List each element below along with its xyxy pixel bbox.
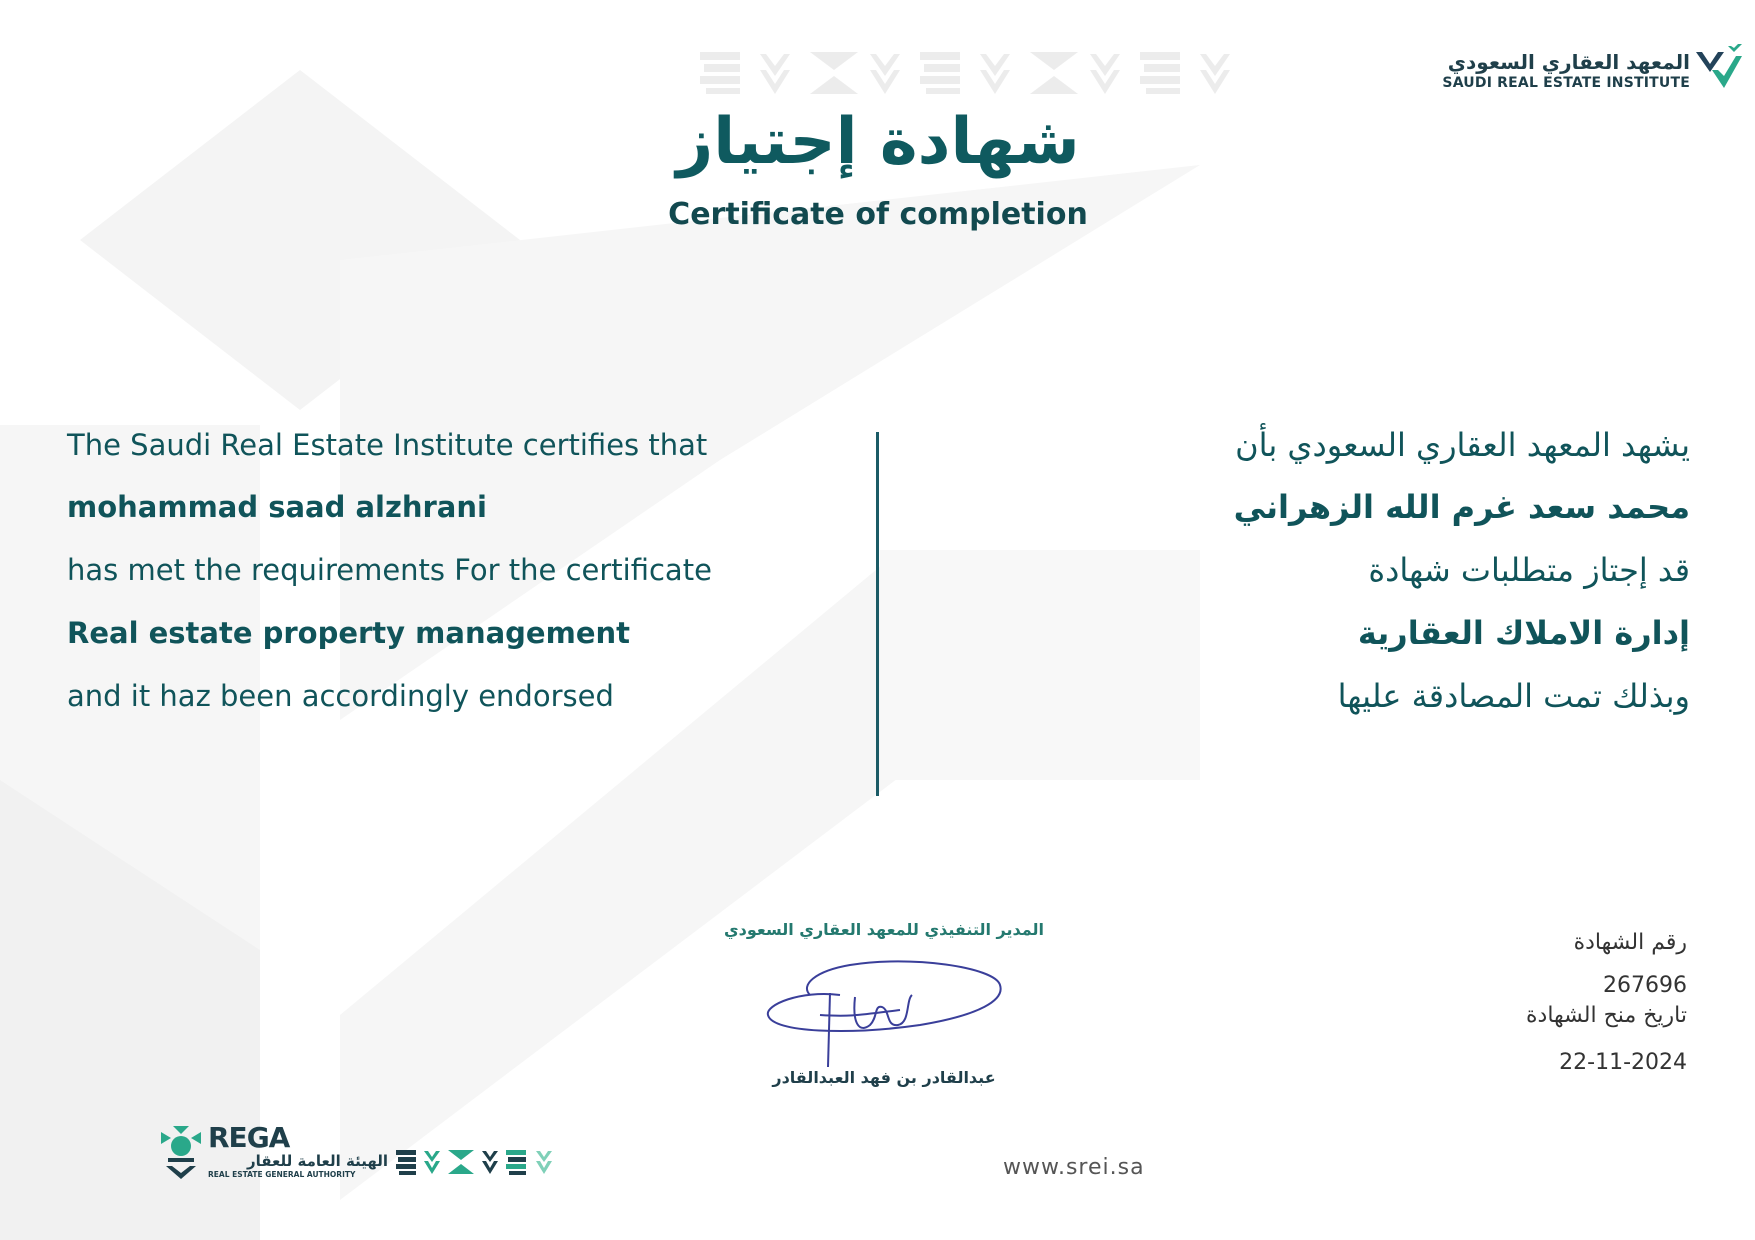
rega-subtitle: REAL ESTATE GENERAL AUTHORITY — [208, 1170, 356, 1179]
title-english: Certificate of completion — [668, 197, 1088, 232]
rega-name-english: REGA — [208, 1121, 290, 1154]
certificate-number: 267696 — [1603, 973, 1687, 998]
logo-english-name: SAUDI REAL ESTATE INSTITUTE — [1442, 75, 1690, 91]
certificate-number-label: رقم الشهادة — [1573, 930, 1687, 955]
center-divider — [876, 432, 879, 796]
english-endorsed: and it haz been accordingly endorsed — [67, 679, 614, 713]
arabic-endorsed: وبذلك تمت المصادقة عليها — [1337, 677, 1690, 715]
decorative-pattern-top — [700, 48, 1240, 96]
signatory-name: عبدالقادر بن فهد العبدالقادر — [772, 1068, 996, 1087]
recipient-name-arabic: محمد سعد غرم الله الزهراني — [1233, 488, 1690, 526]
signature-image — [760, 955, 1010, 1075]
decorative-pattern-bottom — [396, 1148, 591, 1176]
website-link[interactable]: www.srei.sa — [1003, 1155, 1145, 1180]
english-requirements: has met the requirements For the certificate — [67, 553, 712, 587]
logo-arabic-name: المعهد العقاري السعودي — [1447, 50, 1690, 74]
recipient-name-english: mohammad saad alzhrani — [67, 490, 487, 524]
issue-date-label: تاريخ منح الشهادة — [1526, 1003, 1687, 1028]
arabic-intro: يشهد المعهد العقاري السعودي بأن — [1235, 426, 1690, 464]
institute-logo-icon — [1694, 42, 1744, 90]
arabic-requirements: قد إجتاز متطلبات شهادة — [1368, 551, 1690, 589]
institute-logo-text — [1380, 50, 1690, 92]
rega-name-arabic: الهيئة العامة للعقار — [246, 1152, 388, 1170]
title-arabic: شهادة إجتياز — [676, 105, 1080, 179]
rega-logo-icon — [158, 1124, 204, 1180]
course-name-english: Real estate property management — [67, 616, 630, 650]
issue-date: 22-11-2024 — [1559, 1050, 1687, 1075]
english-intro: The Saudi Real Estate Institute certifies that — [67, 428, 708, 462]
rega-logo-text — [208, 1121, 388, 1180]
course-name-arabic: إدارة الاملاك العقارية — [1357, 614, 1690, 652]
signatory-title: المدير التنفيذي للمعهد العقاري السعودي — [724, 920, 1044, 939]
